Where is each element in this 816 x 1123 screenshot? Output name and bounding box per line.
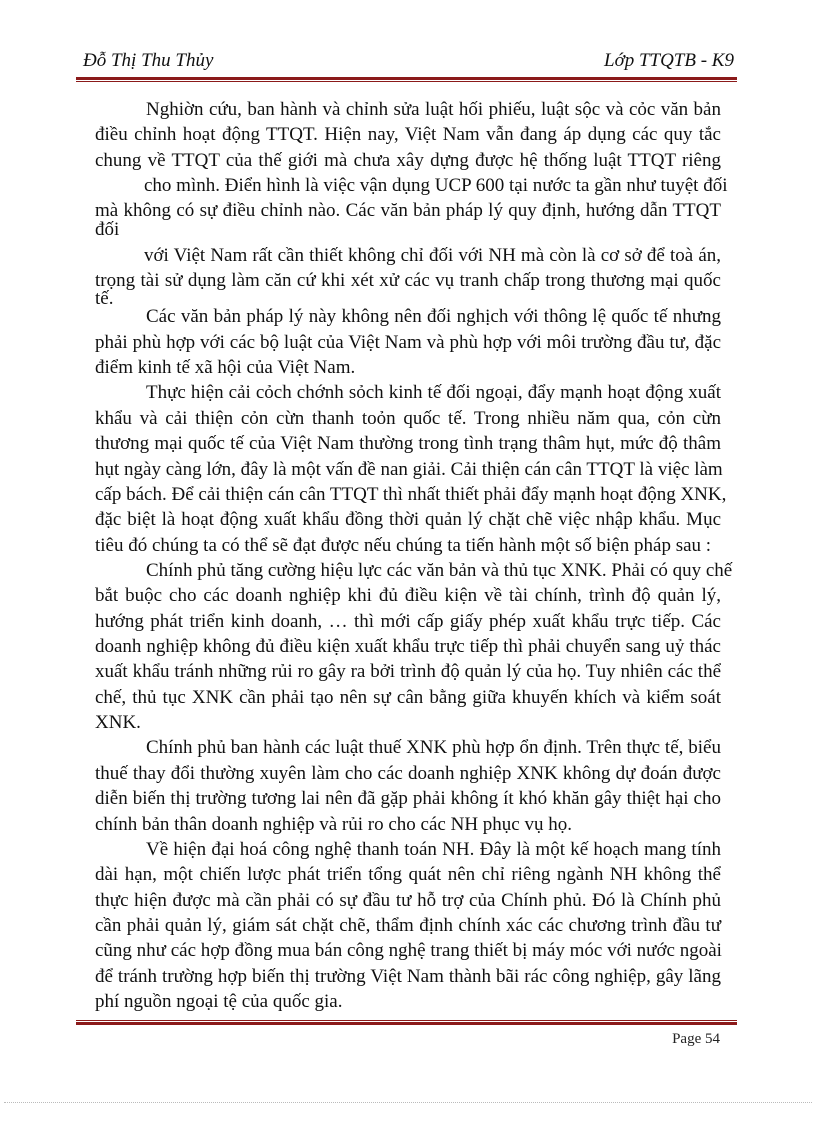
text-line: cần phải quản lý, giám sát chặt chẽ, thẩm định chính xác các chương trình đầu tư: [95, 915, 721, 936]
text-line: Chính phủ tăng cường hiệu lực các văn bản và thủ tục XNK. Phải có quy chế: [146, 560, 733, 581]
text-line: chính bản thân doanh nghiệp và rủi ro cho các NH phục vụ họ.: [95, 814, 572, 835]
text-line: với Việt Nam rất cần thiết không chỉ đối với NH mà còn là cơ sở để toà án,: [144, 245, 721, 266]
text-line: chế, thủ tục XNK cần phải tạo nên sự cân bằng giữa khuyến khích và kiểm soát: [95, 687, 721, 708]
text-line: điểm kinh tế xã hội của Việt Nam.: [95, 357, 356, 378]
text-line: hụt ngày càng lớn, đây là một vấn đề nan giải. Cải thiện cán cân TTQT là việc làm: [95, 459, 723, 480]
text-line: cho mình. Điển hình là việc vận dụng UCP 600 tại nước ta gần như tuyệt đối: [144, 175, 728, 196]
header-author: Đỗ Thị Thu Thủy: [83, 50, 214, 71]
text-line: thực hiện được mà cần phải có sự đầu tư hỗ trợ của Chính phủ. Đó là Chính phủ: [95, 890, 721, 911]
text-line: cũng như các hợp đồng mua bán công nghệ trang thiết bị máy móc với nước ngoài: [95, 940, 722, 961]
text-line: phải phù hợp với các bộ luật của Việt Nam và phù hợp với môi trường đầu tư, đặc: [95, 332, 721, 353]
text-line: tiêu đó chúng ta có thể sẽ đạt được nếu chúng ta tiến hành một số biện pháp sau :: [95, 535, 712, 556]
text-line: XNK.: [95, 712, 141, 733]
text-line: để tránh trường hợp biến thị trường Việt Nam thành bãi rác công nghiệp, gây lãng: [95, 966, 721, 987]
text-line: cấp bách. Để cải thiện cán cân TTQT thì nhất thiết phải đẩy mạnh hoạt động XNK,: [95, 484, 727, 505]
header-rule-thin: [76, 81, 737, 82]
text-line: Về hiện đại hoá công nghệ thanh toán NH. Đây là một kế hoạch mang tính: [146, 839, 721, 860]
text-line: đối: [95, 219, 120, 240]
text-line: thuế thay đổi thường xuyên làm cho các doanh nghiệp XNK không dự đoán được: [95, 763, 721, 784]
text-line: khẩu và cải thiện cỏn cừn thanh toỏn quốc tế. Trong nhiều năm qua, cỏn cừn: [95, 408, 721, 429]
text-line: mà không có sự điều chỉnh nào. Các văn bản pháp lý quy định, hướng dẫn TTQT: [95, 200, 721, 221]
header-rule-thick: [76, 77, 737, 80]
text-line: diễn biến thị trường tương lai nên đã gặp phải không ít khó khăn gây thiệt hại cho: [95, 788, 721, 809]
text-line: xuất khẩu tránh những rủi ro gây ra bởi trình độ quản lý của họ. Tuy nhiên các thể: [95, 661, 721, 682]
text-line: đặc biệt là hoạt động xuất khẩu đồng thời quản lý chặt chẽ việc nhập khẩu. Mục: [95, 509, 721, 530]
text-line: dài hạn, một chiến lược phát triển tổng quát nên chỉ riêng ngành NH không thể: [95, 864, 721, 885]
page-number: Page 54: [672, 1031, 720, 1047]
text-line: điều chỉnh hoạt động TTQT. Hiện nay, Việt Nam vẫn đang áp dụng các quy tắc: [95, 124, 721, 145]
text-line: Chính phủ ban hành các luật thuế XNK phù hợp ổn định. Trên thực tế, biểu: [146, 737, 721, 758]
text-line: thương mại quốc tế của Việt Nam thường trong tình trạng thâm hụt, mức độ thâm: [95, 433, 721, 454]
text-line: bắt buộc cho các doanh nghiệp khi đủ điều kiện về tài chính, trình độ quản lý,: [95, 585, 721, 606]
text-line: hướng phát triển kinh doanh, … thì mới cấp giấy phép xuất khẩu trực tiếp. Các: [95, 611, 721, 632]
text-line: trọng tài sử dụng làm căn cứ khi xét xử các vụ tranh chấp trong thương mại quốc: [95, 270, 721, 291]
footer-rule-thin: [76, 1020, 737, 1021]
text-line: chung về TTQT của thế giới mà chưa xây dựng được hệ thống luật TTQT riêng: [95, 150, 721, 171]
page-boundary: [4, 1102, 812, 1103]
text-line: tế.: [95, 288, 114, 309]
text-line: Thực hiện cải cỏch chớnh sỏch kinh tế đối ngoại, đẩy mạnh hoạt động xuất: [146, 382, 721, 403]
text-line: doanh nghiệp không đủ điều kiện xuất khẩu trực tiếp thì phải chuyển sang uỷ thác: [95, 636, 721, 657]
text-line: Các văn bản pháp lý này không nên đối nghịch với thông lệ quốc tế nhưng: [146, 306, 721, 327]
footer-rule-thick: [76, 1022, 737, 1025]
text-line: phí nguồn ngoại tệ của quốc gia.: [95, 991, 343, 1012]
header-class: Lớp TTQTB - K9: [604, 50, 734, 71]
text-line: Nghiờn cứu, ban hành và chỉnh sửa luật hối phiếu, luật sộc và cỏc văn bản: [146, 99, 721, 120]
